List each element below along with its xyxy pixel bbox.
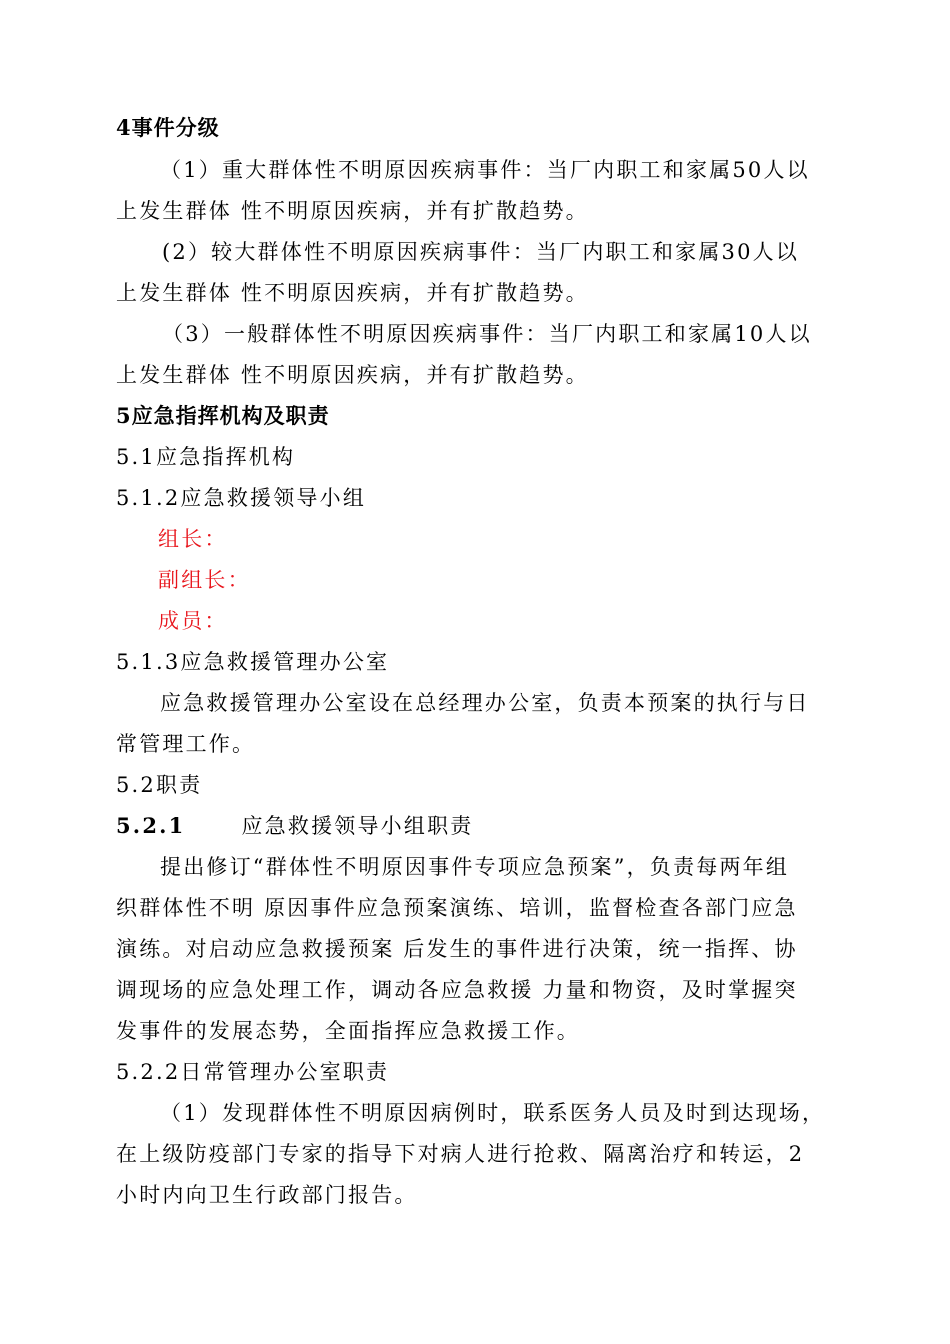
grade-1-line-2: 上发生群体 性不明原因疾病，并有扩散趋势。 (116, 199, 589, 223)
office-paragraph-line-1: 应急救援管理办公室设在总经理办公室，负责本预案的执行与日 (160, 691, 810, 715)
daily-paragraph-line-2: 在上级防疫部门专家的指导下对病人进行抢救、隔离治疗和转运，2 (116, 1142, 805, 1166)
duty-paragraph-line-5: 发事件的发展态势，全面指挥应急救援工作。 (116, 1019, 580, 1043)
subsection-5-2-1 (116, 812, 473, 840)
subsection-5-1-3: 5.1.3应急救援管理办公室 (116, 650, 390, 674)
daily-paragraph-line-3: 小时内向卫生行政部门报告。 (116, 1183, 418, 1207)
subsection-5-1: 5.1应急指挥机构 (116, 445, 296, 469)
deputy-leader-label: 副组长： (158, 568, 251, 592)
grade-2-line-2: 上发生群体 性不明原因疾病，并有扩散趋势。 (116, 281, 589, 305)
duty-paragraph-line-3: 演练。对启动应急救援预案 后发生的事件进行决策，统一指挥、协 (116, 937, 798, 961)
leader-label: 组长： (158, 527, 228, 551)
subsection-5-1-2: 5.1.2应急救援领导小组 (116, 486, 367, 510)
grade-3-line-2: 上发生群体 性不明原因疾病，并有扩散趋势。 (116, 363, 589, 387)
duty-paragraph-line-4: 调现场的应急处理工作，调动各应急救援 力量和物资，及时掌握突 (116, 978, 798, 1002)
grade-2-line-1: (2）较大群体性不明原因疾病事件：当厂内职工和家属30人以 (162, 240, 800, 264)
section-4-heading: 4事件分级 (116, 115, 220, 140)
grade-1-line-1: （1）重大群体性不明原因疾病事件：当厂内职工和家属50人以 (160, 158, 810, 182)
subsection-5-2-1-title: 应急救援领导小组职责 (241, 814, 474, 838)
grade-3-line-1: （3）一般群体性不明原因疾病事件：当厂内职工和家属10人以 (162, 322, 812, 346)
office-paragraph-line-2: 常管理工作。 (116, 732, 256, 756)
members-label: 成员： (158, 609, 228, 633)
section-5-heading: 5应急指挥机构及职责 (116, 403, 330, 428)
duty-paragraph-line-1: 提出修订“群体性不明原因事件专项应急预案”，负责每两年组 (160, 855, 790, 879)
subsection-5-2-1-number: 5.2.1 (116, 813, 186, 838)
daily-paragraph-line-1: （1）发现群体性不明原因病例时，联系医务人员及时到达现场， (160, 1101, 826, 1125)
subsection-5-2: 5.2职责 (116, 773, 203, 797)
subsection-5-2-2: 5.2.2日常管理办公室职责 (116, 1060, 390, 1084)
duty-paragraph-line-2: 织群体性不明 原因事件应急预案演练、培训，监督检查各部门应急 (116, 896, 798, 920)
